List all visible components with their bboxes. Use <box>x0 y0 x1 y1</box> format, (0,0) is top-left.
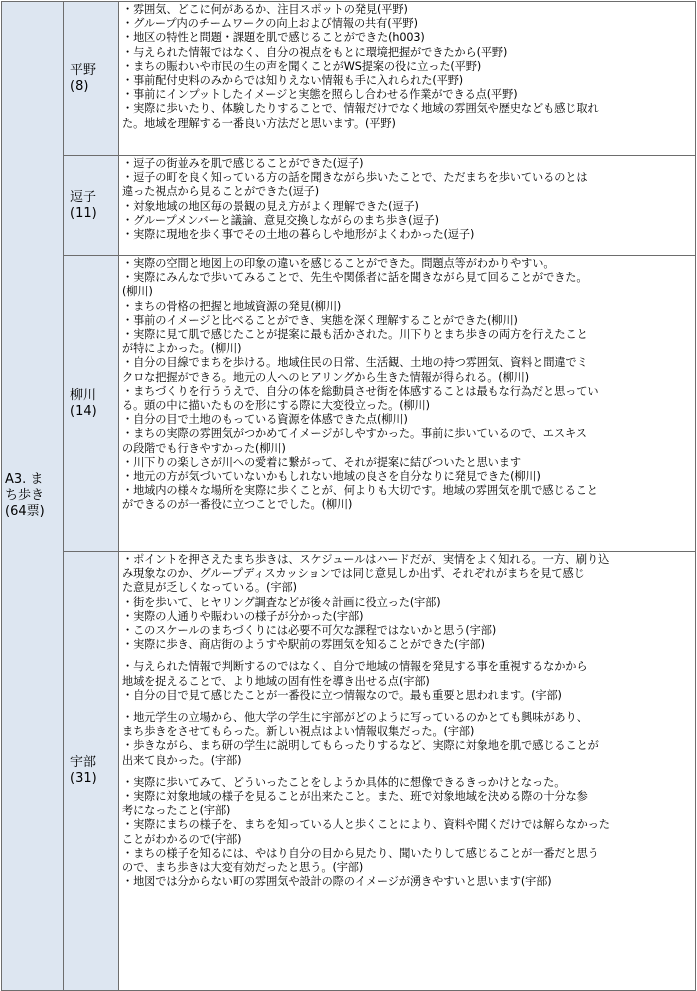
category-label: ち歩き <box>5 488 45 503</box>
comment-line: ・グループ内のチームワークの向上および情報の共有(平野) <box>122 17 418 31</box>
comment-line: ・地区の特性と問題・課題を肌で感じることができた(h003) <box>122 31 425 45</box>
group-gap <box>122 703 692 711</box>
comment-line: ・実際の人通りや賑わいの様子が分かった(宇部) <box>122 609 364 623</box>
comment-line: ・地図では分からない町の雰囲気や設計の際のイメージが湧きやすいと思います(宇部) <box>122 875 552 889</box>
comment-line: ・実際に歩き、商店街のようすや駅前の雰囲気を知ることができた(宇部) <box>122 638 485 652</box>
comment-line: ・まちの賑わいや市民の生の声を聞くことがWS提案の役に立った(平野) <box>122 59 482 73</box>
group-gap <box>122 768 692 776</box>
comment-line: ・このスケールのまちづくりには必要不可欠な課程ではないかと思う(宇部) <box>122 624 497 638</box>
section-row-1 <box>2 156 696 256</box>
comment-line: た意見が乏しくなっている。(宇部) <box>122 581 297 595</box>
comments-cell <box>119 156 696 256</box>
comment-line: ・自分の目線でまちを歩ける。地域住民の日常、生活観、土地の持つ雰囲気、資料と間違でミ <box>122 356 588 370</box>
comment-line: ・実際にみんなで歩いてみることで、先生や関係者に話を聞きながら見て回ることができた。 <box>122 271 588 285</box>
category-label: (64票) <box>5 504 45 519</box>
comment-line: ・歩きながら、まち研の学生に説明してもらったりするなど、実際に対象地を肌で感じることが <box>122 739 599 753</box>
comment-line: ・実際にまちの様子を、まちを知っている人と歩くことにより、資料や聞くだけでは解らなかった <box>122 818 610 832</box>
comment-line: ・実際に歩いてみて、どういったことをしようか具体的に想像できるきっかけとなった。 <box>122 775 566 789</box>
location-cell <box>64 256 119 552</box>
comment-line: 考になったこと(宇部) <box>122 804 231 818</box>
comment-line: ・雰囲気、どこに何があるか、注目スポットの発見(平野) <box>122 3 408 16</box>
comment-line: ・実際に歩いたり、体験したりすることで、情報だけでなく地域の雰囲気や歴史なども感じ取れ <box>122 102 599 116</box>
comments-cell <box>119 256 696 552</box>
comment-line: ・与えられた情報ではなく、自分の視点をもとに環境把握ができたから(平野) <box>122 45 508 59</box>
comment-line: が特によかった。(柳川) <box>122 342 242 356</box>
comment-line: ・ポイントを押さえたまち歩きは、スケジュールはハードだが、実情をよく知れる。一方、刷り込 <box>122 553 610 566</box>
response-count: (31) <box>70 771 97 786</box>
comment-line: ・地域内の様々な場所を実際に歩くことが、何よりも大切です。地域の雰囲気を肌で感じること <box>122 484 598 498</box>
comment-line: ・まちづくりを行ううえで、自分の体を総動員させ街を体感することは最もな行為だと思ってい <box>122 384 599 398</box>
comment-line: ・逗子の町を良く知っている方の話を聞きながら歩いたことで、ただまちを歩いているのとは <box>122 171 588 185</box>
comment-line: ・実際の空間と地図上の印象の違いを感じることができた。問題点等がわかりやすい。 <box>122 257 555 270</box>
location-cell <box>64 2 119 156</box>
survey-table <box>1 1 696 991</box>
comment-line: 違った視点から見ることができた(逗子) <box>122 185 320 199</box>
comment-line: ・自分の目で見て感じたことが一番役に立つ情報なので。最も重要と思われます。(宇部) <box>122 688 562 702</box>
response-count: (11) <box>70 205 97 221</box>
location-cell <box>64 156 119 256</box>
comment-line: ・川下りの楽しさが川への愛着に繋がって、それが提案に結びついたと思います <box>122 455 521 469</box>
comment-line: ・地元学生の立場から、他大学の学生に宇部がどのように写っているのかとても興味があり、 <box>122 711 588 725</box>
section-row-2 <box>2 256 696 552</box>
comment-line: ・自分の目で土地のもっている資源を体感できた点(柳川) <box>122 413 408 427</box>
category-label: A3. ま <box>5 472 44 487</box>
comment-line: ・まちの実際の雰囲気がつかめてイメージがしやすかった。事前に歩いているので、エスキス <box>122 427 587 441</box>
location-cell <box>64 552 119 991</box>
comment-line: た。地域を理解する一番良い方法だと思います。(平野) <box>122 116 396 130</box>
section-row-0 <box>2 2 696 156</box>
comment-line: ・街を歩いて、ヒヤリング調査などが後々計画に役立った(宇部) <box>122 595 441 609</box>
comment-line: ・事前のイメージと比べることができ、実態を深く理解することができた(柳川) <box>122 313 518 327</box>
comment-line: ことがわかるので(宇部) <box>122 832 242 846</box>
location-name: 宇部 <box>70 755 97 770</box>
comment-line: ・まちの骨格の把握と地域資源の発見(柳川) <box>122 299 342 313</box>
comment-line: ・実際に現地を歩く事でその土地の暮らしや地形がよくわかった(逗子) <box>122 228 475 242</box>
comment-line: ・逗子の街並みを肌で感じることができた(逗子) <box>122 157 364 170</box>
comment-line: ・事前配付史料のみからでは知りえない情報も手に入れられた(平野) <box>122 74 464 88</box>
location-name: 平野 <box>70 62 97 78</box>
comment-line: の段階でも行きやすかった(柳川) <box>122 441 286 455</box>
comment-line: ・実際に対象地域の様子を見ることが出来たこと。また、班で対象地域を決める際の十分な参 <box>122 790 588 804</box>
category-cell <box>2 2 64 991</box>
comment-line: 地域を捉えることで、より地域の固有性を導き出せる点(宇部) <box>122 674 430 688</box>
comment-line: まち歩きをさせてもらった。新しい視点はよい情報収集だった。(宇部) <box>122 725 475 739</box>
comment-line: ・実際に見て肌で感じたことが提案に最も活かされた。川下りとまち歩きの両方を行えたこと <box>122 328 588 342</box>
comment-line: み現象なのか、グループディスカッションでは同じ意見しか出ず、それぞれがまちを見て感じ <box>122 567 585 581</box>
comment-line: 出来て良かった。(宇部) <box>122 753 242 767</box>
comment-line: ので、まち歩きは大変有効だったと思う。(宇部) <box>122 861 364 875</box>
response-count: (8) <box>70 78 89 94</box>
section-row-3 <box>2 552 696 991</box>
location-name: 逗子 <box>70 189 97 205</box>
comment-line: ・対象地域の地区毎の景観の見え方がよく理解できた(逗子) <box>122 199 419 213</box>
comment-line: ・まちの様子を知るには、やはり自分の目から見たり、聞いたりして感じることが一番だと思う <box>122 846 599 860</box>
comments-cell <box>119 552 696 991</box>
location-name: 柳川 <box>70 387 97 403</box>
comment-line: ・与えられた情報で判断するのではなく、自分で地域の情報を発見する事を重視するなかから <box>122 660 588 674</box>
comment-line: ・地元の方が気づいていないかもしれない地域の良さを自分なりに発見できた(柳川) <box>122 470 541 484</box>
comment-line: ・事前にインプットしたイメージと実態を照らし合わせる作業ができる点(平野) <box>122 88 518 102</box>
comments-cell <box>119 2 696 156</box>
comment-line: (柳川) <box>122 285 153 299</box>
comment-line: クロな把握ができる。地元の人へのヒアリングから生きた情報が得られる。(柳川) <box>122 370 530 384</box>
comment-line: ・グループメンバーと議論、意見交換しながらのまち歩き(逗子) <box>122 213 439 227</box>
comment-line: る。頭の中に描いたものを形にする際に大変役立った。(柳川) <box>122 399 430 413</box>
response-count: (14) <box>70 403 97 419</box>
comment-line: ができるのが一番役に立つことでした。(柳川) <box>122 498 353 512</box>
